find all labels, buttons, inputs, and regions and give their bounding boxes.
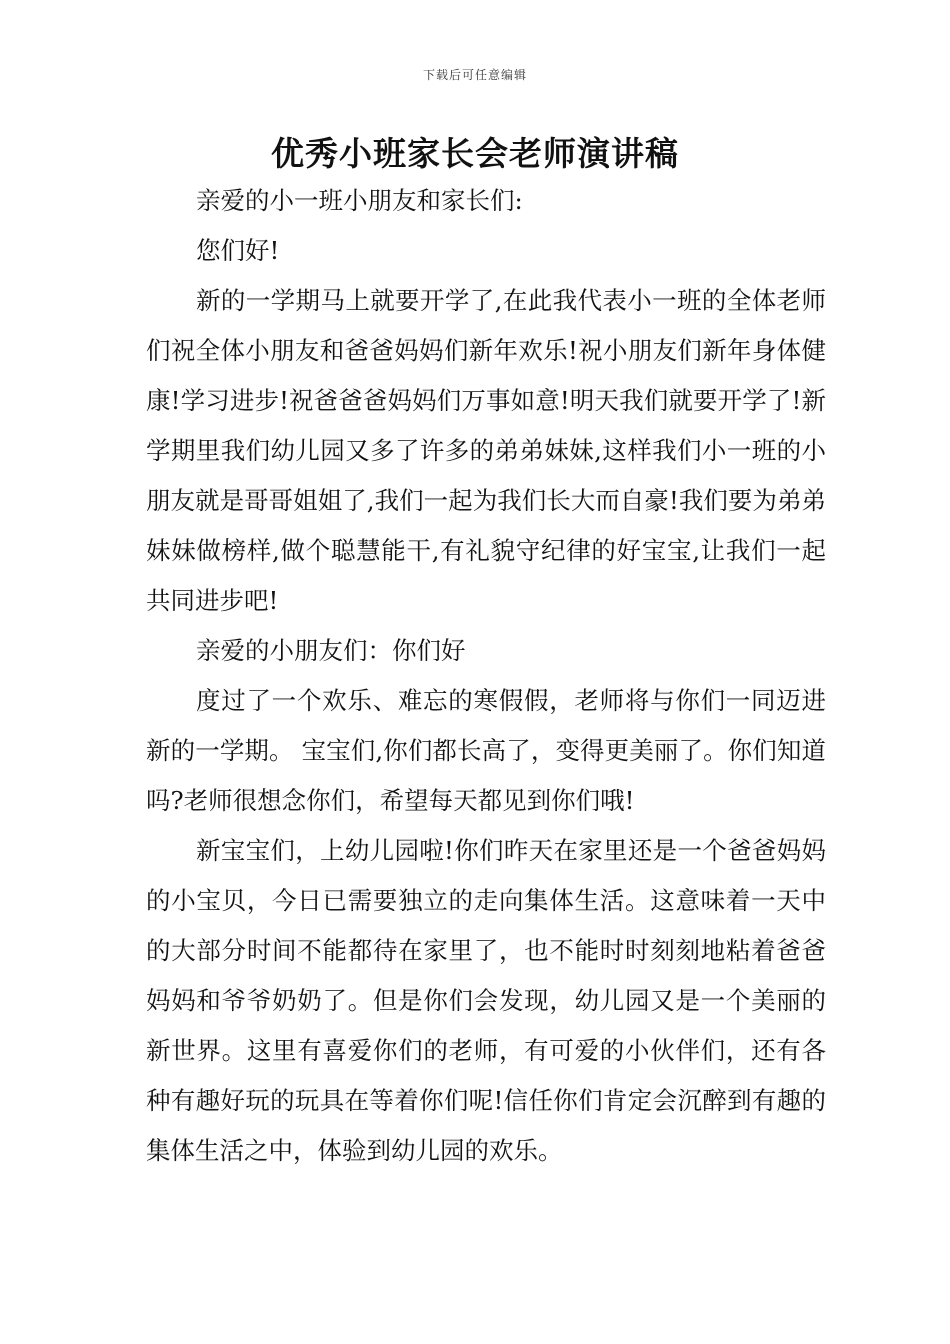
header-note: 下载后可任意编辑 — [422, 68, 527, 82]
paragraph-new-babies: 新宝宝们，上幼儿园啦!你们昨天在家里还是一个爸爸妈妈的小宝贝，今日已需要独立的走向集体生活。这意味着一天中的大部分时间不能都待在家里了，也不能时时刻刻地粘着爸爸妈妈和爷爷奶奶了。但是你们会发现，幼儿园又是一个美丽的新世界。这里有喜爱你们的老师，有可爱的小伙伴们，还有各种有趣好玩的玩具在等着你们呢!信任你们肯定会沉醉到有趣的集体生活之中，体验到幼儿园的欢乐。 — [146, 836, 826, 1165]
paragraph-winter-break: 度过了一个欢乐、难忘的寒假假，老师将与你们一同迈进新的一学期。 宝宝们,你们都长高了，变得更美丽了。你们知道吗?老师很想念你们，希望每天都见到你们哦! — [146, 686, 826, 815]
paragraph-greeting: 亲爱的小一班小朋友和家长们: — [196, 186, 523, 215]
document-title: 优秀小班家长会老师演讲稿 — [271, 134, 679, 173]
paragraph-hello: 您们好! — [196, 236, 280, 265]
paragraph-kids-greeting: 亲爱的小朋友们：你们好 — [196, 636, 466, 665]
paragraph-new-semester: 新的一学期马上就要开学了,在此我代表小一班的全体老师们祝全体小朋友和爸爸妈妈们新年欢乐!祝小朋友们新年身体健康!学习进步!祝爸爸爸妈妈们万事如意!明天我们就要开学了!新学期里我们幼儿园又多了许多的弟弟妹妹,这样我们小一班的小朋友就是哥哥姐姐了,我们一起为我们长大而自豪!我们要为弟弟妹妹做榜样,做个聪慧能干,有礼貌守纪律的好宝宝,让我们一起共同进步吧! — [146, 286, 826, 615]
document-body — [146, 176, 826, 1176]
